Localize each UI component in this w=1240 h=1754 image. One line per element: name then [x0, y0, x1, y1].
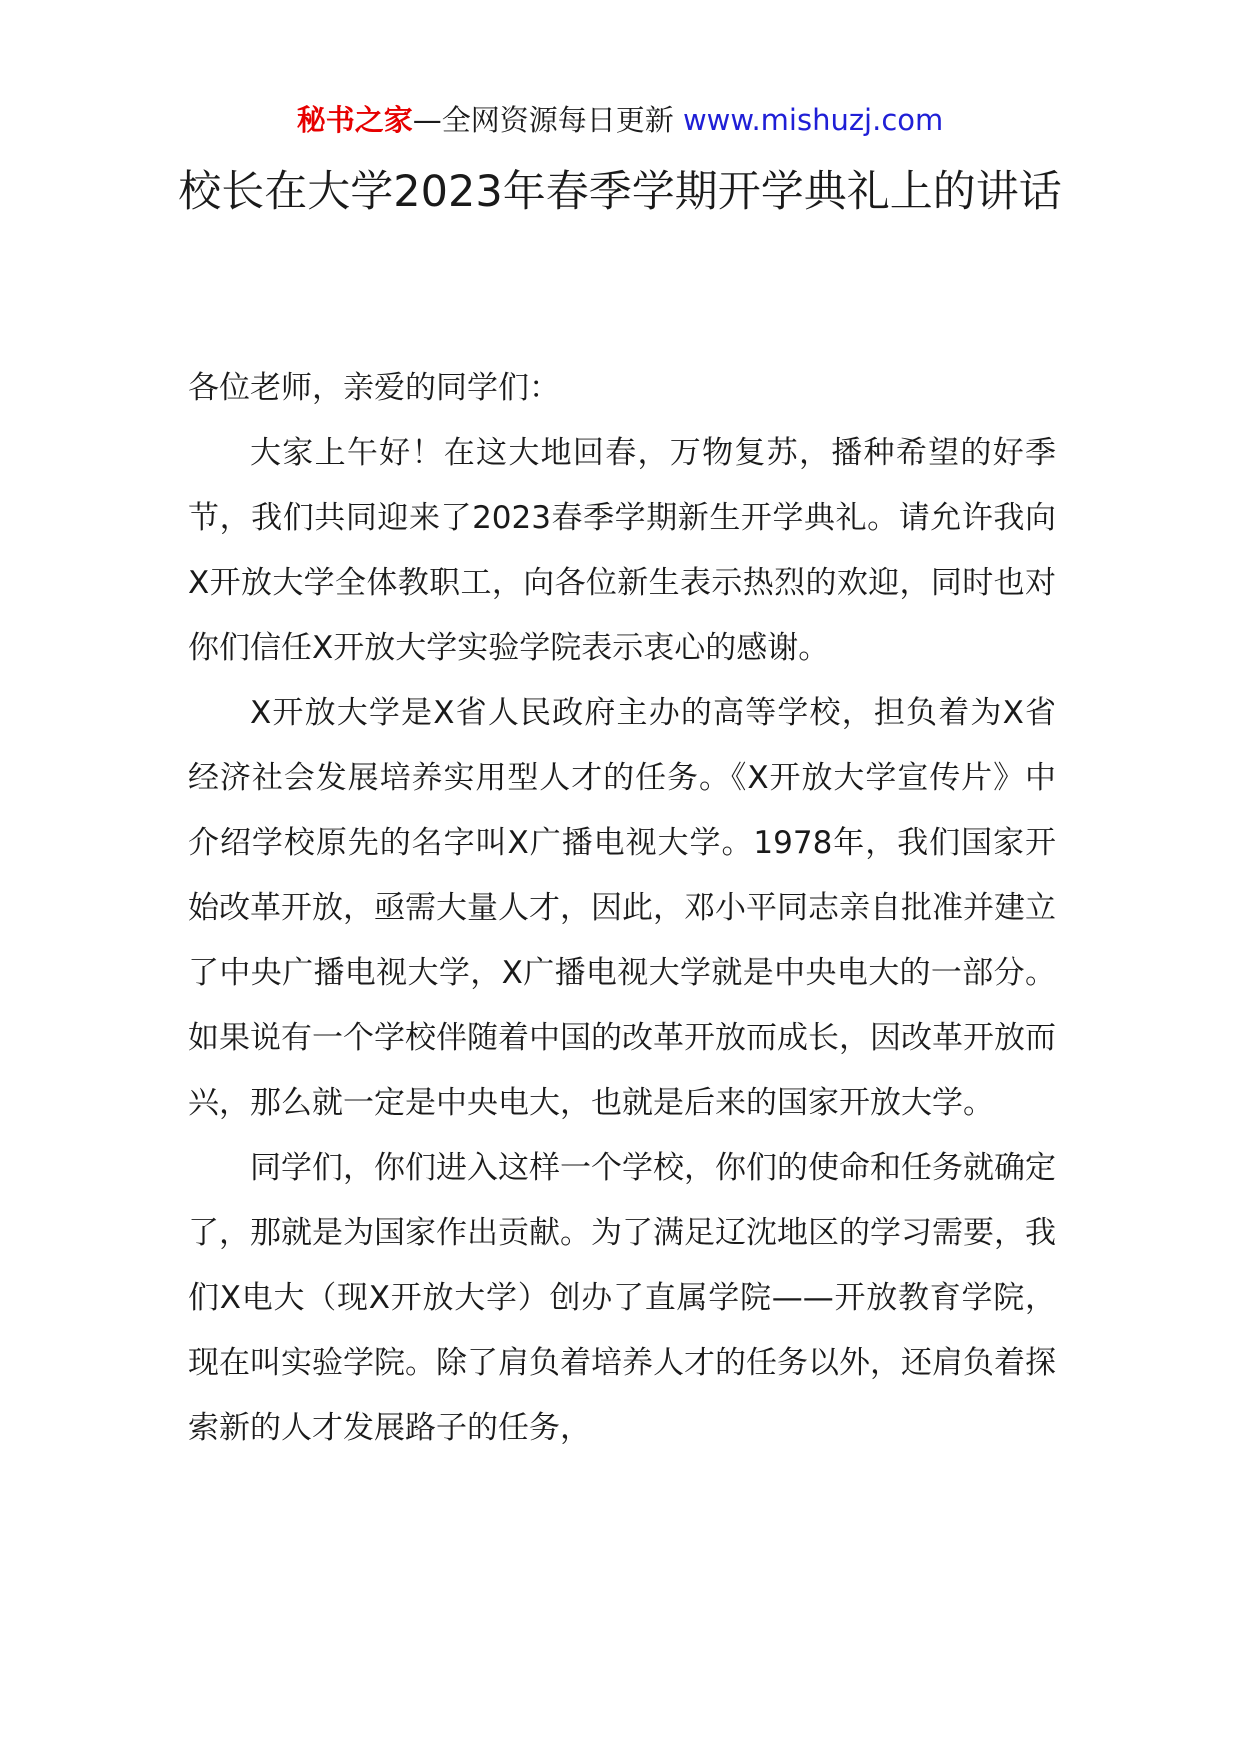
- brand-name: 秘书之家: [296, 103, 413, 137]
- header-tagline: —全网资源每日更新: [412, 103, 674, 137]
- site-url-link[interactable]: www.mishuzj.com: [682, 103, 944, 137]
- salutation: 各位老师，亲爱的同学们：: [188, 370, 560, 406]
- site-header: [0, 100, 1240, 140]
- paragraph-3: 同学们，你们进入这样一个学校，你们的使命和任务就确定了，那就是为国家作出贡献。为了满足辽沈地区的学习需要，我们X电大（现X开放大学）创办了直属学院——开放教育学院，现在叫实验学院。除了肩负着培养人才的任务以外，还肩负着探索新的人才发展路子的任务，: [188, 1150, 1056, 1446]
- paragraph-1: 大家上午好！在这大地回春，万物复苏，播种希望的好季节，我们共同迎来了2023春季学期新生开学典礼。请允许我向X开放大学全体教职工，向各位新生表示热烈的欢迎，同时也对你们信任X开放大学实验学院表示衷心的感谢。: [188, 435, 1056, 666]
- document-body: [188, 356, 1056, 1461]
- paragraph-2: X开放大学是X省人民政府主办的高等学校，担负着为X省经济社会发展培养实用型人才的任务。《X开放大学宣传片》中介绍学校原先的名字叫X广播电视大学。1978年，我们国家开始改革开放，亟需大量人才，因此，邓小平同志亲自批准并建立了中央广播电视大学，X广播电视大学就是中央电大的一部分。如果说有一个学校伴随着中国的改革开放而成长，因改革开放而兴，那么就一定是中央电大，也就是后来的国家开放大学。: [188, 695, 1056, 1121]
- document-title: 校长在大学2023年春季学期开学典礼上的讲话: [178, 167, 1062, 217]
